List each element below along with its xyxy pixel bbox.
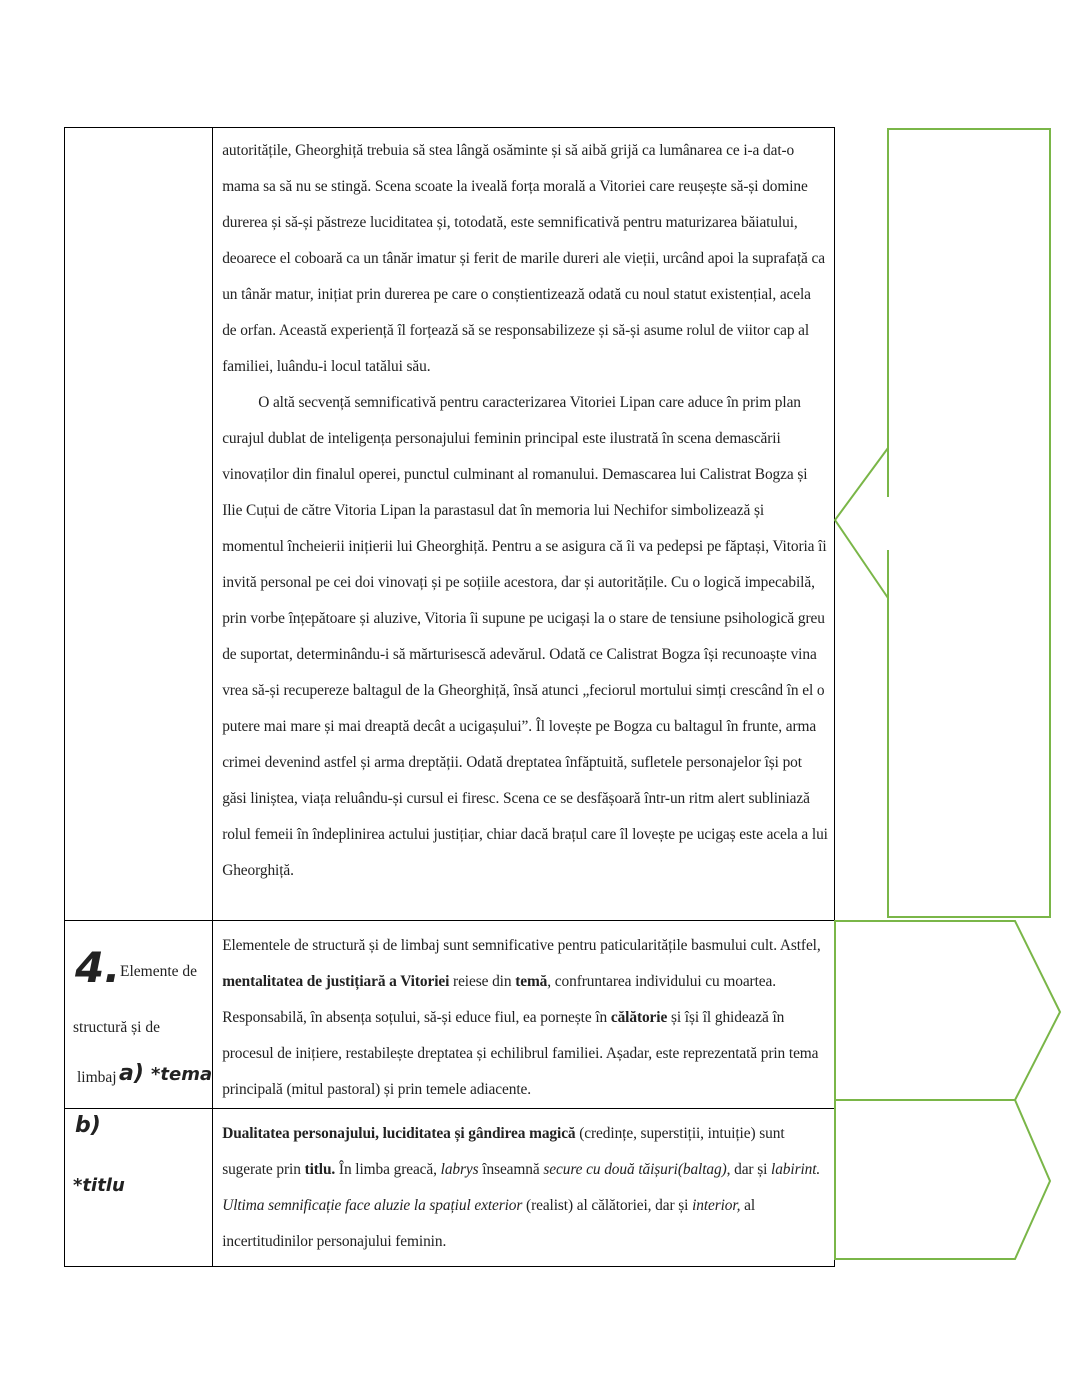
body-cell	[213, 1109, 835, 1267]
arrow-box-3	[835, 1100, 1050, 1259]
section-label-b-letter: b)	[75, 1113, 101, 1138]
section-label-e: *tema	[151, 1064, 213, 1085]
paragraph-title	[222, 1116, 828, 1260]
body-cell	[213, 128, 835, 921]
table-row	[65, 1109, 835, 1267]
section-label-title: *titlu	[73, 1175, 125, 1196]
section-label-cell	[65, 1109, 213, 1267]
text-span: Elementele de structură și de limbaj sunt semnificative pentru paticularitățile basmului cult. Astfel,	[222, 937, 821, 954]
text-span: reiese din	[449, 973, 516, 990]
section-label-a: Elemente de	[120, 963, 198, 980]
italic-span: interior,	[692, 1197, 741, 1214]
paragraph-1: autoritățile, Gheorghiță trebuia să stea lângă osăminte și să aibă grijă ca lumânarea ce i-a dat-o mama sa să nu se stingă. Scena scoate la iveală forța morală a Vitoriei care reușește să-și domine durerea și să-și păstreze luciditatea și, totodată, este semnificativă pentru maturizarea băiatului, deoarece el coboară ca un tânăr imatur și ferit de marile dureri ale vieții, urcând apoi la suprafață ca un tânăr matur, inițiat prin durerea pe care o conștientizează odată cu noul statut existențial, acela de orfan. Această experiență îl forțează să se responsabilizeze și să-și asume rolul de viitor cap al familiei, luându-i locul tatălui său.	[222, 142, 825, 375]
section-label-b: structură și de	[73, 1019, 160, 1036]
section-label-d: a)	[119, 1061, 144, 1086]
paragraph-2: O altă secvență semnificativă pentru caracterizarea Vitoriei Lipan care aduce în prim plan curajul dublat de inteligența personajului feminin principal este ilustrată în scena demascării vinovaților din finalul operei, punctul culminant al romanului. Demascarea lui Calistrat Bogza și Ilie Cuțui de către Vitoria Lipan la parastasul dat în memoria lui Nechifor simbolizează și momentul încheierii inițierii lui Gheorghiță. Pentru a se asigura că îi va pedepsi pe făptași, Vitoria îi invită personal pe cei doi vinovați și pe soțiile acestora, dar și autoritățile. Cu o logică impecabilă, prin vorbe înțepătoare și aluzive, Vitoria îi supune pe ucigași la o stare de tensiune psihologică greu de suportat, determinându-i să mărturisescă adevărul. Odată ce Calistrat Bogza își recunoaște vina vrea să-și recupereze baltagul de la Gheorghiță, însă atunci „feciorul mortului simți crescând în el o putere mai mare și mai dreaptă decât a ucigașului”. Îl lovește pe Bogza cu baltagul în frunte, arma crimei devenind astfel și arma dreptății. Odată dreptatea înfăptuită, sufletele personajelor își pot găsi liniștea, viața reluându-și cursul ei firesc. Scena ce se desfășoară într-un ritm alert subliniază rolul femeii în îndeplinirea actului justițiar, chiar dacă brațul care îl lovește pe ucigaș este acela a lui Gheorghiță.	[222, 394, 828, 879]
text-span: , dar și	[726, 1161, 772, 1178]
content-table	[64, 127, 835, 1267]
bold-span: mentalitatea de justițiară a Vitoriei	[222, 973, 450, 990]
table-row	[65, 128, 835, 921]
bold-span: călătorie	[610, 1009, 668, 1026]
text-span: În limba greacă,	[335, 1161, 441, 1178]
table-row	[65, 921, 835, 1109]
callout-box-1	[835, 129, 1050, 917]
text-span: (realist) al călătoriei, dar și	[522, 1197, 693, 1214]
text-span: al incertitudinilor personajului feminin.	[222, 1197, 755, 1250]
text-span: (credințe, superstiții, intuiție) sunt sugerate prin	[222, 1125, 785, 1178]
section-label-cell	[65, 921, 213, 1109]
italic-span: labirint. Ultima semnificație face aluzie la spațiul exterior	[222, 1161, 821, 1214]
left-cell-empty	[65, 128, 213, 921]
bold-span: temă	[515, 973, 548, 990]
arrow-box-2	[835, 921, 1060, 1100]
italic-span: labrys	[440, 1161, 479, 1178]
section-number: 4.	[75, 943, 121, 992]
text-span: și își îl ghidează în procesul de inițiere, restabilește dreptatea și echilibrul familiei. Așadar, este reprezentată prin tema principală (mitul pastoral) și prin temele adiacente.	[222, 1009, 819, 1098]
section-label-c: limbaj	[77, 1069, 117, 1086]
body-cell	[213, 921, 835, 1109]
bold-span: Dualitatea personajului, luciditatea și gândirea magică	[222, 1125, 576, 1142]
text-span: înseamnă	[478, 1161, 544, 1178]
bold-span: titlu.	[304, 1161, 336, 1178]
italic-span: secure cu două tăișuri(baltag)	[543, 1161, 727, 1178]
text-span: , confruntarea individului cu moartea. Responsabilă, în absența soțului, să-și educe fiul, ea pornește în	[222, 973, 776, 1026]
paragraph-theme	[222, 928, 828, 1108]
